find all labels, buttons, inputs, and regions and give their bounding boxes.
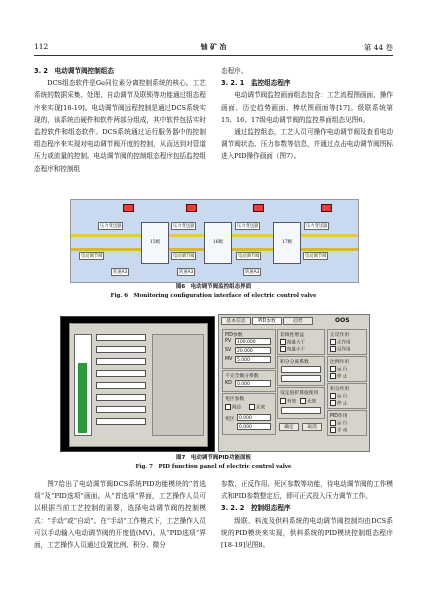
group-title: 设定值折算值使用: [280, 391, 319, 396]
group-title: PID作用: [330, 414, 348, 419]
paragraph: DCS组态软件是Ge同位素分离控制系统的核心。工艺系统的数据采集、处理、自动调节及联锁等功能通过组态程序来实现[18-19]。电动调节阀远程控制是通过DCS系统实现的，该系统由硬件和软件两部分组成，其中软件包括实时监控软件和组态软件。DCS系统通过运行服务器中的控制组态程序来实现对电动调节阀开度的控制，从而达到对管道压力或流量的控制。电动调节阀的控制组态程序包括监控组态程序和控制组: [34, 79, 206, 173]
option-panel: [152, 334, 204, 436]
field[interactable]: [96, 382, 146, 389]
field-column: [96, 334, 148, 434]
field[interactable]: [96, 394, 146, 401]
deadband-invalid-checkbox[interactable]: 无效: [249, 404, 265, 411]
kd-label: KD: [225, 381, 232, 386]
figure-6-monitoring-diagram: [70, 199, 359, 283]
section-heading: 3. 2. 2 控制组态程序: [221, 504, 291, 513]
mv-field[interactable]: 5.000: [235, 356, 271, 363]
tab-pid[interactable]: PID参数: [252, 317, 282, 325]
right-column-bottom: [221, 478, 393, 551]
field[interactable]: [96, 358, 146, 365]
integral-field-2[interactable]: [281, 375, 321, 382]
group-title: 比例作用: [330, 360, 350, 365]
valve-label: 电动调节阀: [81, 254, 103, 259]
pressure-transmitter-label: 压力变送器: [100, 224, 122, 229]
prop-run-checkbox[interactable]: 运 行: [330, 366, 347, 373]
valve-icon[interactable]: [186, 204, 197, 212]
bar-gauge: [74, 334, 92, 436]
pressure-transmitter-label: 压力变送器: [237, 224, 259, 229]
paragraph: 通过监控组态，工艺人员可操作电动调节阀及查看电动调节阀状态、压力参数等信息，并通过点击电动调节阀图标进入PID操作画面（图7）。: [221, 128, 393, 161]
valve-label: 电动调节阀: [173, 254, 195, 259]
gain-below-checkbox[interactable]: 按量小于: [280, 346, 305, 353]
figure-6-caption: [0, 283, 427, 301]
kd-field[interactable]: 0.000: [235, 380, 271, 387]
field[interactable]: [96, 418, 146, 425]
pid-run-checkbox[interactable]: 运 行: [330, 420, 347, 427]
sv-label: SV: [225, 348, 232, 353]
setting-field[interactable]: [281, 407, 321, 414]
integral-group: [277, 356, 325, 386]
paragraph: 图7给出了电动调节阀DCS系统PID功能模块的“首选项”及“PID选项”画面。从“首选项”界面，工艺操作人员可以根据当前工艺控制的需要，选择电动调节阀的控制模式：“手动”或“自动”。在“手动”工作模式下，工艺操作人员可以手动输入电动调节阀的开度值(MV)。从“PID选项”界面，工艺操作人员通过设置比例、积分、微分: [34, 480, 206, 550]
group-title: 正反作用: [330, 333, 350, 338]
gauge-fill: [78, 363, 87, 433]
left-column-bottom: [34, 478, 206, 551]
journal-name: 铀 矿 冶: [200, 43, 227, 51]
valve-icon[interactable]: [321, 204, 332, 212]
tab-bar: [221, 317, 317, 326]
valve-label: 电动调节阀: [238, 254, 260, 259]
transfer-label: 转速A3: [113, 270, 128, 275]
integral-field[interactable]: [281, 366, 321, 373]
tab-basic[interactable]: 基本信息: [221, 317, 251, 325]
kd-group: [222, 370, 276, 392]
group-title: 非线性增益: [280, 333, 304, 338]
stage-16-box: 16级: [204, 222, 232, 264]
logo: OOS: [335, 317, 350, 324]
pv-field[interactable]: 100.000: [235, 338, 271, 345]
running-header: [34, 41, 393, 56]
field[interactable]: [96, 406, 146, 413]
page-number: 112: [34, 42, 49, 51]
setting-group: [277, 387, 325, 419]
confirm-button[interactable]: 确定: [279, 423, 299, 431]
direction-group: [327, 329, 367, 355]
pid-action-group: [327, 410, 367, 436]
valve-icon[interactable]: [123, 204, 134, 212]
dead-field-2[interactable]: 0.000: [237, 423, 271, 430]
mv-label: MV: [225, 357, 233, 362]
dead-label: 死区: [225, 417, 235, 422]
setting-invalid-checkbox[interactable]: 无效: [300, 398, 316, 405]
deadband-both-checkbox[interactable]: 两边: [225, 404, 241, 411]
valve-icon[interactable]: [253, 204, 264, 212]
gain-above-checkbox[interactable]: 按量大于: [280, 339, 305, 346]
caption-cn: 图6 电动调节阀监控组态界面: [175, 284, 252, 290]
pressure-transmitter-label: 压力变送器: [306, 224, 328, 229]
transfer-label: 转速A3: [179, 270, 194, 275]
prop-stop-checkbox[interactable]: 停 止: [330, 373, 347, 380]
paragraph: 态程序。: [221, 67, 248, 75]
int-run-checkbox[interactable]: 运 行: [330, 393, 347, 400]
section-heading: 3. 2 电动调节阀控制组态: [34, 67, 114, 75]
section-heading: 3. 2. 1 监控组态程序: [221, 79, 291, 88]
group-title: 不完全微分系数: [225, 374, 259, 379]
figure-7-pid-panel: [218, 314, 370, 452]
stage-15-box: 15级: [141, 222, 169, 264]
integral-action-group: [327, 383, 367, 409]
figure-7-caption: [0, 454, 427, 472]
proportional-group: [327, 356, 367, 382]
valve-label: 电动调节阀: [305, 254, 327, 259]
transfer-label: 转速A3: [245, 270, 260, 275]
paragraph: 电动调节阀监控画面组态包含：工艺流程图画面、操作画面、历史趋势画面、棒状图画面等[17]。级联系统第15、16、17级电动调节阀的监控界面组态见图6。: [221, 91, 393, 124]
sv-field[interactable]: 20.000: [235, 347, 271, 354]
paragraph: 级联、料流及供料系统的电动调节阀控制均由DCS系统的PID模块来实现，供料系统的PID模块控制组态程序[18-19]见图8。: [221, 516, 393, 550]
paragraph: 参数、正反作用、死区参数等功能，待电动调节阀的工作模式和PID参数整定后，即可正式投入压力调节工作。: [221, 480, 393, 501]
deadband-group: [222, 393, 276, 435]
group-title: 积分作用: [330, 387, 350, 392]
volume-label: 第 44 卷: [363, 43, 393, 52]
group-title: 死区参数: [225, 397, 245, 402]
pid-manual-checkbox[interactable]: 手 动: [330, 427, 347, 434]
cancel-button[interactable]: 取消: [302, 423, 322, 431]
forward-checkbox[interactable]: 正作用: [330, 339, 351, 346]
setting-valid-checkbox[interactable]: 有效: [280, 398, 296, 405]
int-stop-checkbox[interactable]: 停 止: [330, 400, 347, 407]
caption-en: Fig. 7 PID function panel of electric control valve: [135, 464, 292, 470]
caption-en: Fig. 6 Monitoring configuration interface of electric control valve: [110, 293, 317, 299]
tab-trend[interactable]: 趋势: [283, 317, 313, 325]
caption-cn: 图7 电动调节阀PID功能面板: [176, 455, 251, 461]
pressure-transmitter-label: 压力变送器: [173, 224, 195, 229]
stage-17-box: 17级: [273, 222, 301, 264]
figure-7-preference-screenshot: [60, 316, 215, 452]
group-title: PID参数: [225, 333, 243, 338]
field[interactable]: [96, 346, 146, 353]
reverse-checkbox[interactable]: 反作用: [330, 346, 351, 353]
preference-window: [69, 323, 208, 447]
field[interactable]: [96, 334, 146, 341]
left-column-top: [34, 65, 206, 175]
pv-label: PV: [225, 339, 232, 344]
pid-params-group: [222, 329, 276, 369]
group-title: 积分分离系数: [280, 360, 309, 365]
right-column-top: [221, 65, 393, 163]
dead-field[interactable]: 0.000: [237, 414, 271, 421]
nonlinear-gain-group: [277, 329, 325, 355]
field[interactable]: [96, 370, 146, 377]
